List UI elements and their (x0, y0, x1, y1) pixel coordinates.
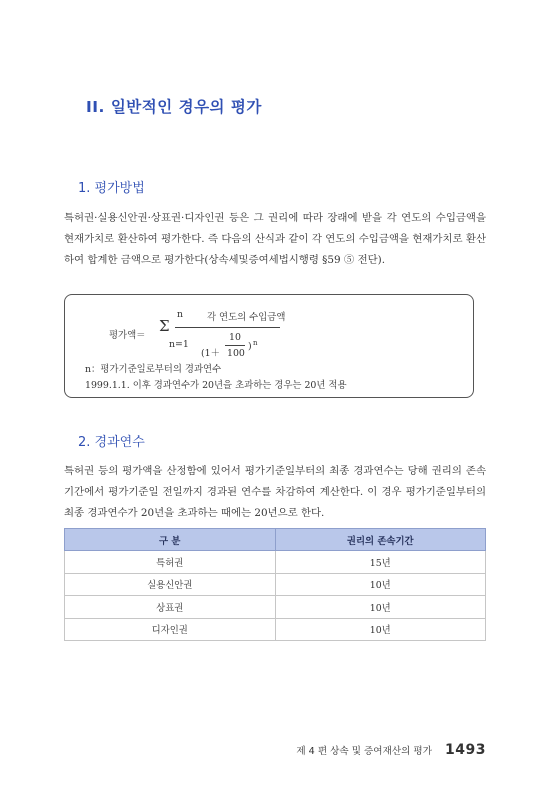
rate-numerator: 10 (229, 332, 241, 343)
rate-denominator: 100 (227, 348, 245, 359)
paragraph-evaluation-method: 특허권·실용신안권·상표권·디자인권 등은 그 권리에 따라 장래에 받을 각 연도의 수입금액을 현재가치로 환산하여 평가한다. 즉 다음의 산식과 같이 각 연도의 수입금액을 현재가치로 환산하여 합계한 금액으로 평가한다(상속세및증여세법시행령 §59 ⑤ 전단). (64, 212, 486, 266)
table-row (65, 573, 486, 596)
page-footer (296, 742, 486, 758)
fraction-bar (175, 327, 280, 328)
table-cell-duration: 15년 (275, 551, 486, 574)
sum-lower-limit: n=1 (169, 339, 189, 350)
formula-note-2: 1999.1.1. 이후 경과연수가 20년을 초과하는 경우는 20년 적용 (85, 380, 347, 391)
page-number: 1493 (445, 742, 486, 758)
subsection-title-2: 2. 경과연수 (78, 435, 145, 450)
table-header-category: 구 분 (65, 529, 276, 551)
table-cell-duration: 10년 (275, 618, 486, 641)
paragraph-elapsed-years: 특허권 등의 평가액을 산정함에 있어서 평가기준일부터의 최종 경과연수는 당해 권리의 존속기간에서 평가기준일 전일까지 경과된 연수를 차감하여 계산한다. 이 경우 평가기준일부터의 최종 경과연수가 20년을 초과하는 때에는 20년으로 한다. (64, 465, 486, 519)
duration-table (64, 528, 486, 641)
table-cell-right: 디자인권 (65, 618, 276, 641)
formula-box (64, 294, 474, 398)
denominator-close: ) (248, 341, 252, 352)
table-cell-duration: 10년 (275, 573, 486, 596)
table-row (65, 551, 486, 574)
sigma-symbol: Σ (159, 317, 170, 335)
table-cell-duration: 10년 (275, 596, 486, 619)
table-header-duration: 권리의 존속기간 (275, 529, 486, 551)
table-cell-right: 상표권 (65, 596, 276, 619)
subsection-title-1: 1. 평가방법 (78, 181, 145, 196)
table-row (65, 596, 486, 619)
table-cell-right: 실용신안권 (65, 573, 276, 596)
formula-numerator: 각 연도의 수입금액 (207, 312, 286, 323)
footer-chapter-text: 제 4 편 상속 및 증여재산의 평가 (296, 746, 432, 757)
section-title: II. 일반적인 경우의 평가 (86, 98, 262, 116)
table-row (65, 618, 486, 641)
formula-note-1: n：평가기준일로부터의 경과연수 (85, 364, 222, 375)
sum-upper-limit: n (177, 309, 184, 320)
formula-lhs: 평가액＝ (109, 330, 146, 341)
exponent: n (253, 339, 258, 347)
denominator-open: (1＋ (201, 348, 220, 359)
table-cell-right: 특허권 (65, 551, 276, 574)
rate-fraction-bar (225, 345, 245, 346)
table-header-row (65, 529, 486, 551)
